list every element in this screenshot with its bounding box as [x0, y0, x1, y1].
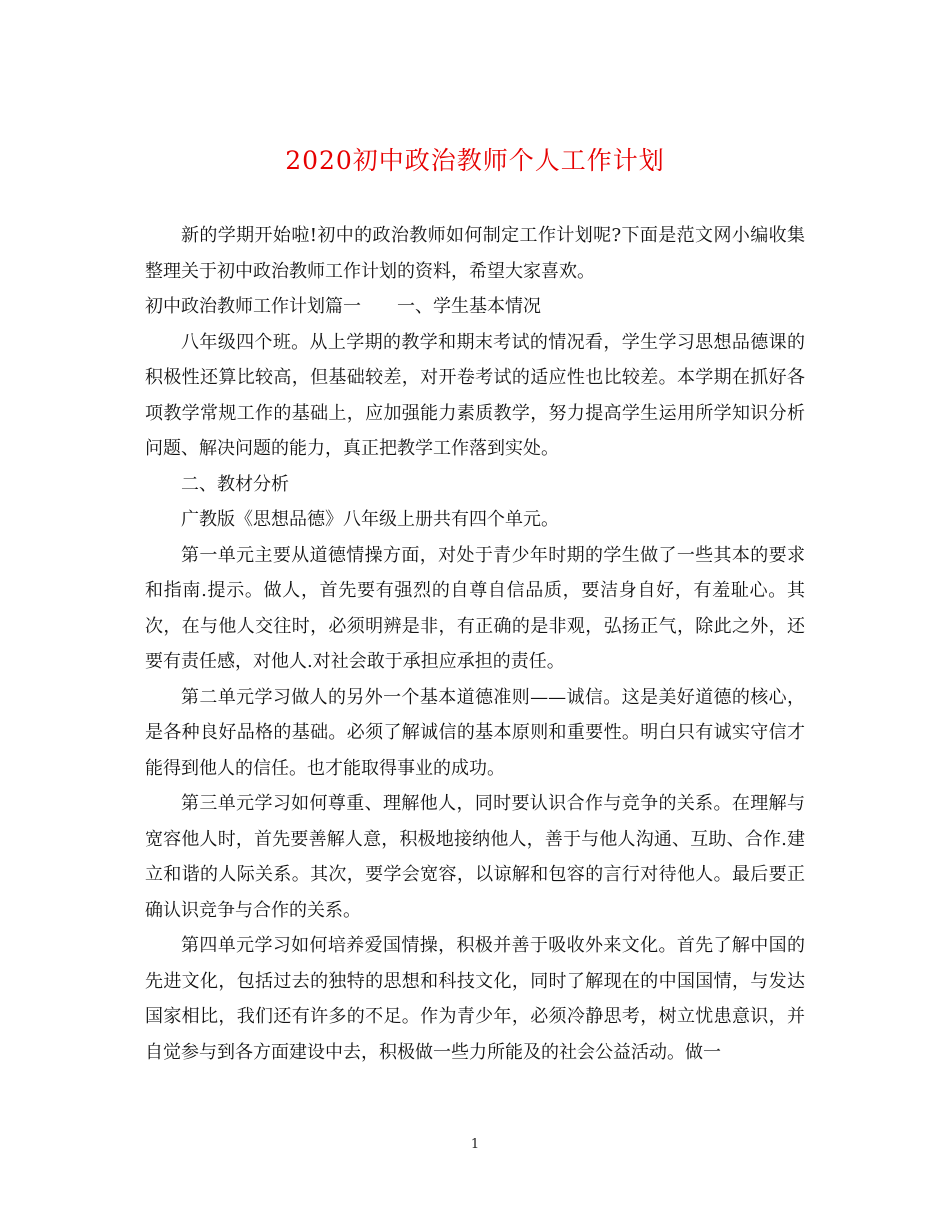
paragraph-textbook: 广教版《思想品德》八年级上册共有四个单元。: [181, 509, 559, 530]
paragraph-unit-one: 第一单元主要从道德情操方面，对处于青少年时期的学生做了一些其本的要求和指南.提示。做人，首先要有强烈的自尊自信品质，要洁身自好，有羞耻心。其次，在与他人交往时，必须明辨是非，有正确的是非观，弘扬正气，除此之外，还要有责任感，对他人.对社会敢于承担应承担的责任。: [145, 544, 805, 672]
paragraph-unit-four: 第四单元学习如何培养爱国情操，积极并善于吸收外来文化。首先了解中国的先进文化，包括过去的独特的思想和科技文化，同时了解现在的中国国情，与发达国家相比，我们还有许多的不足。作为青少年，必须冷静思考，树立忧患意识，并自觉参与到各方面建设中去，积极做一些力所能及的社会公益活动。做一: [145, 935, 805, 1063]
paragraph-unit-two: 第二单元学习做人的另外一个基本道德准则——诚信。这是美好道德的核心，是各种良好品格的基础。必须了解诚信的基本原则和重要性。明白只有诚实守信才能得到他人的信任。也才能取得事业的成功。: [145, 686, 805, 779]
paragraph-intro: 新的学期开始啦!初中的政治教师如何制定工作计划呢?下面是范文网小编收集整理关于初中政治教师工作计划的资料，希望大家喜欢。: [145, 225, 805, 282]
document-body: [145, 218, 805, 1070]
paragraph-heading-textbook: 二、教材分析: [181, 473, 289, 495]
document-title: 2020初中政治教师个人工作计划: [285, 146, 665, 175]
paragraph-students: 八年级四个班。从上学期的教学和期末考试的情况看，学生学习思想品德课的积极性还算比较高，但基础较差，对开卷考试的适应性也比较差。本学期在抓好各项教学常规工作的基础上，应加强能力素质教学，努力提高学生运用所学知识分析问题、解决问题的能力，真正把教学工作落到实处。: [145, 331, 805, 459]
paragraph-unit-three: 第三单元学习如何尊重、理解他人，同时要认识合作与竞争的关系。在理解与宽容他人时，首先要善解人意，积极地接纳他人，善于与他人沟通、互助、合作.建立和谐的人际关系。其次，要学会宽容，以谅解和包容的言行对待他人。最后要正确认识竞争与合作的关系。: [145, 793, 805, 921]
paragraph-section-heading: 初中政治教师工作计划篇一 一、学生基本情况: [145, 296, 541, 317]
page-number: 1: [470, 1137, 480, 1152]
